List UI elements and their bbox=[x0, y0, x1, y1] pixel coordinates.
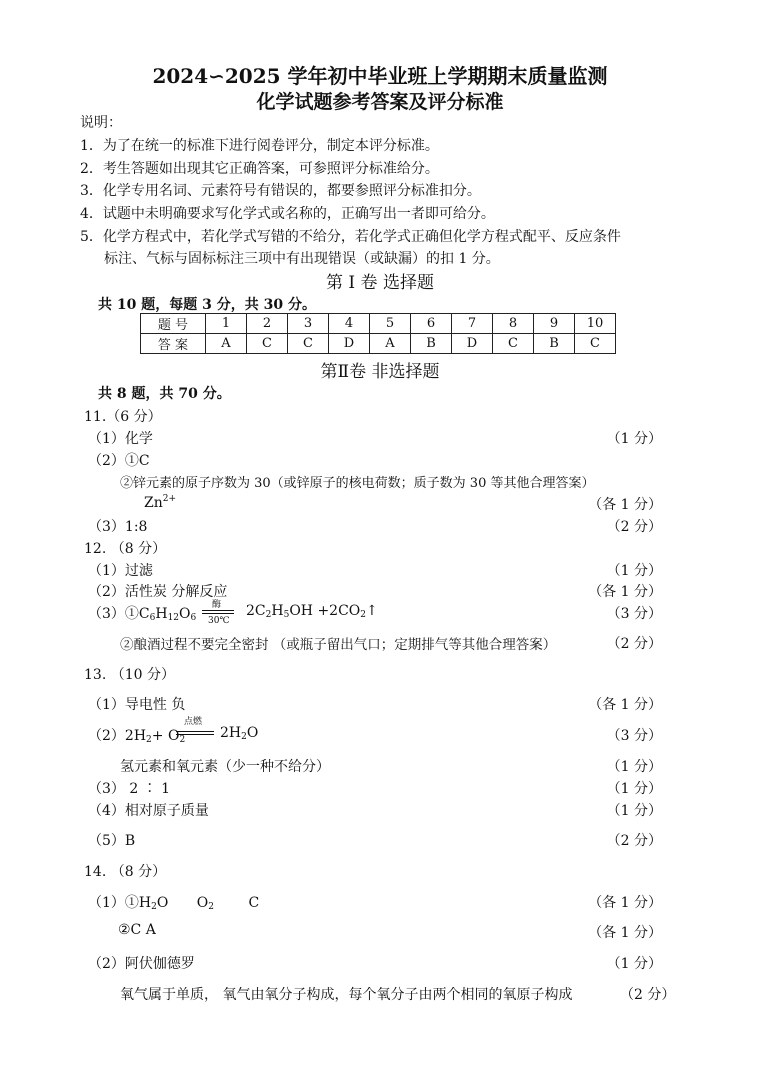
part2-title: 第Ⅱ卷 非选择题 bbox=[320, 362, 440, 382]
eq-text: （2）2H bbox=[88, 728, 147, 744]
q11-score1: （1 分） bbox=[606, 431, 662, 447]
q14-line3: （2）阿伏伽德罗 bbox=[88, 956, 195, 972]
answer-cell: C bbox=[247, 334, 288, 354]
eq-text: H bbox=[271, 603, 284, 619]
eq-text: C bbox=[248, 895, 260, 911]
eq-text: 2H bbox=[220, 725, 242, 741]
q14-score1: （各 1 分） bbox=[588, 895, 662, 911]
eq-sub: 2 bbox=[241, 732, 247, 742]
q14-score4: （2 分） bbox=[620, 987, 676, 1003]
q11-line1: （1）化学 bbox=[88, 431, 153, 447]
note-1: 1．为了在统一的标准下进行阅卷评分，制定本评分标准。 bbox=[80, 138, 439, 154]
answer-cell: B bbox=[534, 334, 575, 354]
q12-line4: ②酿酒过程不要完全密封 （或瓶子留出气口；定期排气等其他合理答案） bbox=[120, 637, 557, 653]
q-num: 6 bbox=[411, 314, 452, 334]
q12-line2: （2）活性炭 分解反应 bbox=[88, 584, 228, 600]
eq-sub: 12 bbox=[167, 613, 180, 623]
q13-score2: （3 分） bbox=[606, 728, 662, 744]
q12-equation-products bbox=[246, 603, 378, 620]
eq-sub: 5 bbox=[283, 610, 290, 620]
note-2: 2．考生答题如出现其它正确答案，可参照评分标准给分。 bbox=[80, 161, 439, 177]
eq-text: 2C bbox=[246, 603, 266, 619]
gas-arrow: ↑ bbox=[366, 603, 378, 619]
eq-sub: 2 bbox=[360, 610, 367, 620]
q-num: 4 bbox=[329, 314, 370, 334]
note-5: 5．化学方程式中，若化学式写错的不给分，若化学式正确但化学方程式配平、反应条件 bbox=[80, 229, 621, 245]
eq-sub: 2 bbox=[146, 735, 152, 745]
q13-equals-line-1 bbox=[176, 731, 214, 732]
zn-symbol: Zn bbox=[144, 495, 163, 511]
q12-condition-bottom: 30℃ bbox=[208, 616, 230, 626]
eq-text: H bbox=[155, 606, 168, 622]
q-num: 1 bbox=[206, 314, 247, 334]
q14-score3: （1 分） bbox=[606, 956, 662, 972]
answer-table bbox=[140, 313, 616, 354]
q11-line3: ②锌元素的原子序数为 30（或锌原子的核电荷数；质子数为 30 等其他合理答案） bbox=[120, 476, 595, 491]
q13-equation-product bbox=[220, 725, 258, 742]
q12-score2: （各 1 分） bbox=[588, 584, 662, 600]
q11-zn-ion bbox=[144, 494, 176, 511]
answer-cell: C bbox=[288, 334, 329, 354]
eq-sub: 2 bbox=[151, 902, 157, 912]
q13-score3: （1 分） bbox=[606, 759, 662, 775]
q12-score1: （1 分） bbox=[606, 563, 662, 579]
q13-line1: （1）导电性 负 bbox=[88, 697, 186, 713]
q-num: 9 bbox=[534, 314, 575, 334]
eq-sub: 6 bbox=[190, 613, 197, 623]
eq-text: O bbox=[246, 725, 259, 741]
q-num: 7 bbox=[452, 314, 493, 334]
q14-line2: ②C A bbox=[118, 922, 156, 938]
q14-line4: 氧气属于单质， 氧气由氧分子构成，每个氧分子由两个相同的氧原子构成 bbox=[120, 987, 573, 1003]
q12-score4: （2 分） bbox=[606, 636, 662, 652]
q13-line5: （4）相对原子质量 bbox=[88, 803, 209, 819]
part2-info: 共 8 题，共 70 分。 bbox=[98, 386, 231, 402]
eq-text: O bbox=[179, 606, 191, 622]
note-5-cont: 标注、气标与固标标注三项中有出现错误（或缺漏）的扣 1 分。 bbox=[104, 251, 500, 267]
note-3: 3．化学专用名词、元素符号有错误的，都要参照评分标准扣分。 bbox=[80, 183, 481, 199]
zn-charge: 2+ bbox=[162, 494, 177, 504]
answer-cell: D bbox=[452, 334, 493, 354]
q13-line6: （5）B bbox=[88, 833, 136, 849]
part1-title: 第 I 卷 选择题 bbox=[326, 273, 434, 293]
q13-score4: （1 分） bbox=[606, 781, 662, 797]
page-subtitle: 化学试题参考答案及评分标准 bbox=[256, 91, 504, 113]
q12-line1: （1）过滤 bbox=[88, 563, 153, 579]
eq-text: O bbox=[156, 895, 169, 911]
q13-score5: （1 分） bbox=[606, 803, 662, 819]
q12-score3: （3 分） bbox=[606, 606, 662, 622]
note-4: 4．试题中未明确要求写化学式或名称的，正确写出一者即可给分。 bbox=[80, 206, 495, 222]
q13-condition: 点燃 bbox=[184, 717, 203, 727]
q14-score2: （各 1 分） bbox=[588, 925, 662, 941]
eq-text: OH +2CO bbox=[289, 603, 361, 619]
q-num: 2 bbox=[247, 314, 288, 334]
q12-equals-line-2 bbox=[202, 613, 234, 614]
eq-sub: 6 bbox=[149, 613, 156, 623]
q13-equation-reactants bbox=[88, 725, 185, 745]
q13-equals-line-2 bbox=[176, 734, 214, 735]
notes-heading: 说明： bbox=[80, 115, 122, 131]
q-num: 5 bbox=[370, 314, 411, 334]
answer-cell: C bbox=[575, 334, 616, 354]
eq-sub: 2 bbox=[179, 735, 186, 745]
q12-head: 12. （8 分） bbox=[84, 541, 167, 557]
q12-condition-top: 酶 bbox=[212, 600, 222, 610]
question-number-row bbox=[141, 314, 616, 334]
q11-score5: （2 分） bbox=[606, 519, 662, 535]
eq-text: + O bbox=[151, 728, 180, 744]
q-num: 3 bbox=[288, 314, 329, 334]
page-title: 2024∽2025 学年初中毕业班上学期期末质量监测 bbox=[152, 64, 608, 88]
answer-cell: A bbox=[370, 334, 411, 354]
eq-text: （1）①H bbox=[88, 895, 152, 911]
answer-cell: C bbox=[493, 334, 534, 354]
answer-cell: D bbox=[329, 334, 370, 354]
q13-score6: （2 分） bbox=[606, 833, 662, 849]
q12-equals-line-1 bbox=[202, 610, 234, 611]
q13-line4: （3） 2 ∶ 1 bbox=[88, 781, 171, 797]
q11-line5: （3）1:8 bbox=[88, 519, 148, 535]
q-num: 10 bbox=[575, 314, 616, 334]
q13-line3: 氢元素和氧元素（少一种不给分） bbox=[120, 759, 330, 775]
q11-line2: （2）①C bbox=[88, 453, 150, 469]
answer-cell: A bbox=[206, 334, 247, 354]
q12-equation-reactant bbox=[88, 603, 196, 623]
q13-head: 13. （10 分） bbox=[84, 667, 175, 683]
eq-sub: 2 bbox=[265, 610, 272, 620]
q13-score1: （各 1 分） bbox=[588, 697, 662, 713]
row-header-a: 答 案 bbox=[141, 334, 206, 354]
q14-head: 14. （8 分） bbox=[84, 864, 167, 880]
q-num: 8 bbox=[493, 314, 534, 334]
answer-cell: B bbox=[411, 334, 452, 354]
part1-info: 共 10 题，每题 3 分，共 30 分。 bbox=[98, 297, 316, 313]
q11-score4: （各 1 分） bbox=[588, 497, 662, 513]
eq-sub: 2 bbox=[208, 902, 215, 912]
eq-text: O bbox=[196, 895, 209, 911]
answer-row bbox=[141, 334, 616, 354]
row-header-q: 题 号 bbox=[141, 314, 206, 334]
q11-head: 11.（6 分） bbox=[84, 409, 162, 425]
eq-text: （3）①C bbox=[88, 606, 150, 622]
q14-line1 bbox=[88, 892, 259, 912]
